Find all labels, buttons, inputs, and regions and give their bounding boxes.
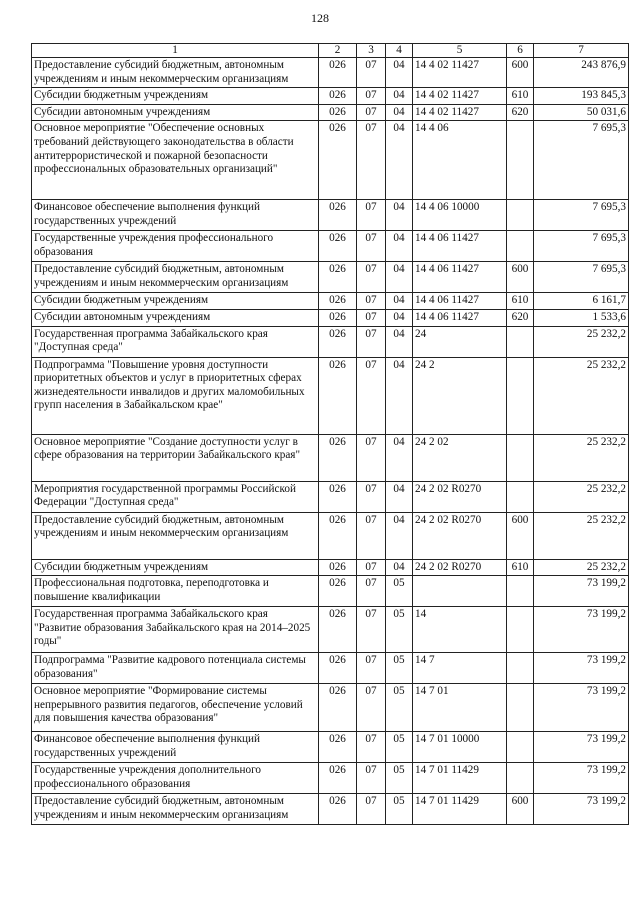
row-grbs-code: 026 (319, 200, 357, 231)
row-subsection-code: 04 (386, 121, 413, 200)
table-row (32, 512, 629, 559)
row-grbs-code: 026 (319, 309, 357, 326)
row-amount: 7 695,3 (534, 200, 629, 231)
table-row (32, 559, 629, 576)
row-grbs-code: 026 (319, 434, 357, 481)
column-header-2: 2 (319, 44, 357, 58)
table-row (32, 262, 629, 293)
row-target-item-code: 14 7 01 11429 (413, 794, 507, 825)
row-expense-type-code: 610 (507, 293, 534, 310)
row-expense-type-code (507, 231, 534, 262)
row-amount: 73 199,2 (534, 684, 629, 732)
row-target-item-code: 14 7 01 11429 (413, 763, 507, 794)
row-section-code: 07 (357, 104, 386, 121)
budget-rows (32, 58, 629, 825)
row-grbs-code: 026 (319, 576, 357, 607)
row-grbs-code: 026 (319, 104, 357, 121)
row-expense-type-code: 600 (507, 512, 534, 559)
row-expense-type-code (507, 121, 534, 200)
row-amount: 7 695,3 (534, 121, 629, 200)
row-name: Подпрограмма "Повышение уровня доступности приоритетных объектов и услуг в приоритетных сферах жизнедеятельности инвалидов и других маломобильных групп населения в Забайкальском крае" (32, 357, 319, 434)
row-subsection-code: 04 (386, 262, 413, 293)
row-name: Предоставление субсидий бюджетным, автономным учреждениям и иным некоммерческим организациям (32, 794, 319, 825)
row-grbs-code: 026 (319, 794, 357, 825)
row-grbs-code: 026 (319, 607, 357, 653)
row-target-item-code: 24 2 02 (413, 434, 507, 481)
row-expense-type-code: 610 (507, 559, 534, 576)
row-target-item-code: 14 4 06 11427 (413, 293, 507, 310)
row-target-item-code: 14 7 01 10000 (413, 732, 507, 763)
row-amount: 243 876,9 (534, 58, 629, 88)
row-amount: 25 232,2 (534, 559, 629, 576)
row-grbs-code: 026 (319, 357, 357, 434)
table-row (32, 231, 629, 262)
row-expense-type-code: 600 (507, 262, 534, 293)
row-section-code: 07 (357, 200, 386, 231)
table-row (32, 607, 629, 653)
column-header-7: 7 (534, 44, 629, 58)
column-header-5: 5 (413, 44, 507, 58)
row-section-code: 07 (357, 607, 386, 653)
table-row (32, 434, 629, 481)
row-target-item-code: 14 4 02 11427 (413, 104, 507, 121)
table-row (32, 309, 629, 326)
row-name: Субсидии бюджетным учреждениям (32, 559, 319, 576)
row-target-item-code: 24 2 (413, 357, 507, 434)
row-expense-type-code (507, 481, 534, 512)
column-header-1: 1 (32, 44, 319, 58)
row-subsection-code: 05 (386, 732, 413, 763)
row-amount: 25 232,2 (534, 326, 629, 357)
row-amount: 73 199,2 (534, 732, 629, 763)
row-amount: 73 199,2 (534, 576, 629, 607)
row-amount: 73 199,2 (534, 763, 629, 794)
row-name: Государственные учреждения дополнительного профессионального образования (32, 763, 319, 794)
row-amount: 25 232,2 (534, 434, 629, 481)
row-name: Субсидии бюджетным учреждениям (32, 88, 319, 105)
table-row (32, 732, 629, 763)
row-expense-type-code (507, 732, 534, 763)
row-grbs-code: 026 (319, 58, 357, 88)
row-subsection-code: 04 (386, 481, 413, 512)
row-subsection-code: 04 (386, 58, 413, 88)
row-grbs-code: 026 (319, 559, 357, 576)
table-row (32, 88, 629, 105)
row-section-code: 07 (357, 732, 386, 763)
row-name: Финансовое обеспечение выполнения функций государственных учреждений (32, 732, 319, 763)
table-row (32, 481, 629, 512)
row-amount: 6 161,7 (534, 293, 629, 310)
row-name: Профессиональная подготовка, переподготовка и повышение квалификации (32, 576, 319, 607)
budget-table (31, 43, 629, 825)
row-section-code: 07 (357, 481, 386, 512)
table-row (32, 58, 629, 88)
row-amount: 50 031,6 (534, 104, 629, 121)
row-name: Предоставление субсидий бюджетным, автономным учреждениям и иным некоммерческим организациям (32, 262, 319, 293)
row-name: Субсидии бюджетным учреждениям (32, 293, 319, 310)
row-grbs-code: 026 (319, 231, 357, 262)
row-section-code: 07 (357, 559, 386, 576)
row-name: Основное мероприятие "Создание доступности услуг в сфере образования на территории Забайкальского края" (32, 434, 319, 481)
row-expense-type-code (507, 763, 534, 794)
row-amount: 73 199,2 (534, 794, 629, 825)
row-grbs-code: 026 (319, 262, 357, 293)
row-section-code: 07 (357, 293, 386, 310)
row-grbs-code: 026 (319, 481, 357, 512)
row-subsection-code: 04 (386, 559, 413, 576)
column-header-6: 6 (507, 44, 534, 58)
row-subsection-code: 04 (386, 293, 413, 310)
row-grbs-code: 026 (319, 326, 357, 357)
row-grbs-code: 026 (319, 653, 357, 684)
row-target-item-code: 24 (413, 326, 507, 357)
row-section-code: 07 (357, 684, 386, 732)
row-amount: 193 845,3 (534, 88, 629, 105)
row-name: Финансовое обеспечение выполнения функций государственных учреждений (32, 200, 319, 231)
row-section-code: 07 (357, 88, 386, 105)
row-name: Государственные учреждения профессионального образования (32, 231, 319, 262)
row-section-code: 07 (357, 434, 386, 481)
row-expense-type-code: 600 (507, 794, 534, 825)
row-section-code: 07 (357, 326, 386, 357)
row-expense-type-code: 620 (507, 104, 534, 121)
table-row (32, 326, 629, 357)
row-name: Основное мероприятие "Формирование системы непрерывного развития педагогов, обеспечение условий для повышения качества образования" (32, 684, 319, 732)
row-target-item-code: 24 2 02 R0270 (413, 559, 507, 576)
row-grbs-code: 026 (319, 512, 357, 559)
row-section-code: 07 (357, 653, 386, 684)
table-row (32, 763, 629, 794)
row-section-code: 07 (357, 576, 386, 607)
row-target-item-code: 14 7 (413, 653, 507, 684)
row-section-code: 07 (357, 231, 386, 262)
table-row (32, 200, 629, 231)
page-number: 128 (311, 11, 329, 25)
row-subsection-code: 04 (386, 104, 413, 121)
row-subsection-code: 04 (386, 231, 413, 262)
row-amount: 73 199,2 (534, 607, 629, 653)
row-target-item-code: 14 4 02 11427 (413, 58, 507, 88)
row-subsection-code: 05 (386, 576, 413, 607)
row-target-item-code: 24 2 02 R0270 (413, 481, 507, 512)
row-expense-type-code (507, 684, 534, 732)
row-expense-type-code (507, 200, 534, 231)
row-subsection-code: 05 (386, 607, 413, 653)
row-subsection-code: 04 (386, 512, 413, 559)
row-subsection-code: 05 (386, 653, 413, 684)
row-amount: 1 533,6 (534, 309, 629, 326)
column-number-row (32, 44, 629, 58)
table-row (32, 684, 629, 732)
row-expense-type-code (507, 434, 534, 481)
row-amount: 25 232,2 (534, 357, 629, 434)
row-section-code: 07 (357, 763, 386, 794)
row-subsection-code: 04 (386, 326, 413, 357)
table-row (32, 653, 629, 684)
row-target-item-code: 14 4 06 11427 (413, 262, 507, 293)
row-expense-type-code: 620 (507, 309, 534, 326)
row-target-item-code: 14 4 06 11427 (413, 309, 507, 326)
row-amount: 25 232,2 (534, 481, 629, 512)
row-amount: 7 695,3 (534, 262, 629, 293)
row-section-code: 07 (357, 58, 386, 88)
row-name: Государственная программа Забайкальского края "Развитие образования Забайкальского края на 2014–2025 годы" (32, 607, 319, 653)
row-name: Государственная программа Забайкальского края "Доступная среда" (32, 326, 319, 357)
row-expense-type-code (507, 326, 534, 357)
row-target-item-code: 14 (413, 607, 507, 653)
row-name: Предоставление субсидий бюджетным, автономным учреждениям и иным некоммерческим организациям (32, 512, 319, 559)
row-subsection-code: 05 (386, 684, 413, 732)
row-section-code: 07 (357, 794, 386, 825)
row-name: Предоставление субсидий бюджетным, автономным учреждениям и иным некоммерческим организациям (32, 58, 319, 88)
row-subsection-code: 04 (386, 309, 413, 326)
table-row (32, 576, 629, 607)
row-expense-type-code (507, 357, 534, 434)
row-target-item-code: 14 4 06 10000 (413, 200, 507, 231)
column-header-3: 3 (357, 44, 386, 58)
row-subsection-code: 05 (386, 794, 413, 825)
table-row (32, 104, 629, 121)
table-row (32, 293, 629, 310)
row-name: Подпрограмма "Развитие кадрового потенциала системы образования" (32, 653, 319, 684)
row-grbs-code: 026 (319, 732, 357, 763)
row-expense-type-code (507, 576, 534, 607)
row-name: Мероприятия государственной программы Российской Федерации "Доступная среда" (32, 481, 319, 512)
row-target-item-code: 14 4 02 11427 (413, 88, 507, 105)
row-grbs-code: 026 (319, 293, 357, 310)
row-expense-type-code: 600 (507, 58, 534, 88)
row-subsection-code: 04 (386, 357, 413, 434)
column-header-4: 4 (386, 44, 413, 58)
row-section-code: 07 (357, 512, 386, 559)
row-subsection-code: 04 (386, 434, 413, 481)
row-amount: 7 695,3 (534, 231, 629, 262)
row-amount: 73 199,2 (534, 653, 629, 684)
row-target-item-code: 14 7 01 (413, 684, 507, 732)
row-section-code: 07 (357, 357, 386, 434)
row-section-code: 07 (357, 309, 386, 326)
row-grbs-code: 026 (319, 121, 357, 200)
table-row (32, 121, 629, 200)
row-subsection-code: 04 (386, 200, 413, 231)
row-expense-type-code (507, 653, 534, 684)
row-grbs-code: 026 (319, 88, 357, 105)
row-name: Субсидии автономным учреждениям (32, 309, 319, 326)
row-name: Субсидии автономным учреждениям (32, 104, 319, 121)
row-subsection-code: 05 (386, 763, 413, 794)
row-section-code: 07 (357, 121, 386, 200)
row-grbs-code: 026 (319, 684, 357, 732)
row-target-item-code: 24 2 02 R0270 (413, 512, 507, 559)
row-amount: 25 232,2 (534, 512, 629, 559)
row-target-item-code (413, 576, 507, 607)
row-section-code: 07 (357, 262, 386, 293)
table-row (32, 794, 629, 825)
row-target-item-code: 14 4 06 11427 (413, 231, 507, 262)
row-expense-type-code: 610 (507, 88, 534, 105)
row-subsection-code: 04 (386, 88, 413, 105)
row-name: Основное мероприятие "Обеспечение основных требований действующего законодательства в области антитеррористической и пожарной безопасности профессиональных образовательных организаций" (32, 121, 319, 200)
table-row (32, 357, 629, 434)
row-expense-type-code (507, 607, 534, 653)
row-target-item-code: 14 4 06 (413, 121, 507, 200)
row-grbs-code: 026 (319, 763, 357, 794)
